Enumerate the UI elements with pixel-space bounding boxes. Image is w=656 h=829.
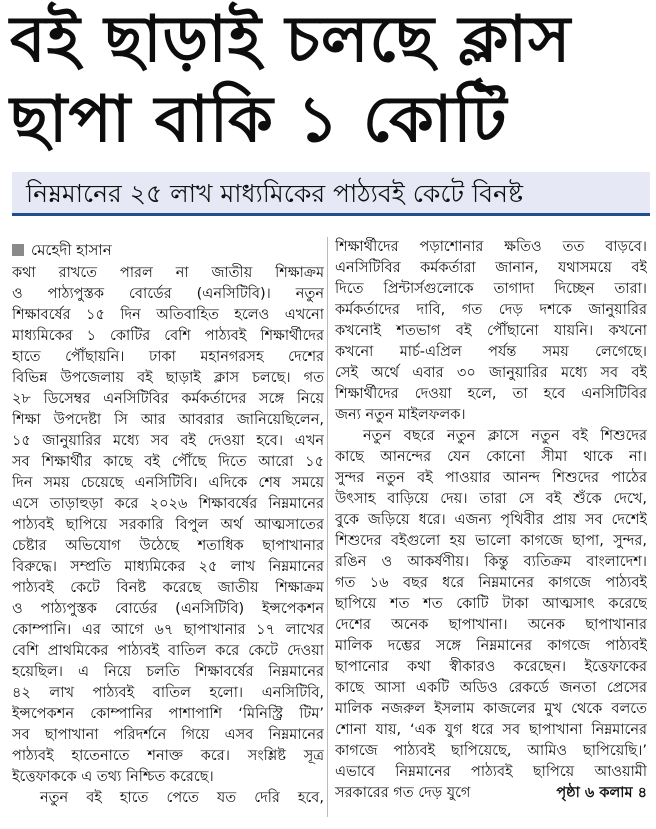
text-line: বিরুদ্ধে। সম্প্রতি মাধ্যমিকের ২৫ লাখ নিম্নমানের bbox=[12, 559, 324, 575]
subheadline: নিম্নমানের ২৫ লাখ মাধ্যমিকের পাঠ্যবই কেটে বিনষ্ট bbox=[26, 179, 523, 208]
right-column-body bbox=[335, 237, 647, 783]
byline bbox=[12, 237, 324, 263]
text-line: ইত্তেফাককে এ তথ্য নিশ্চিত করেছে। bbox=[12, 769, 214, 785]
author-name: মেহেদী হাসান bbox=[31, 241, 112, 259]
text-line: ২৮ ডিসেম্বর এনসিটিবির কর্মকর্তাদের সঙ্গে নিয়ে bbox=[12, 391, 324, 407]
headline-line-1: বই ছাড়াই চলছে ক্লাস bbox=[10, 3, 572, 77]
text-line: হয়েছিল। এ নিয়ে চলতি শিক্ষাবর্ষের নিম্নমানের bbox=[12, 664, 324, 680]
text-line: বেশি প্রাথমিকের পাঠ্যবই বাতিল করে কেটে দেওয়া bbox=[12, 643, 324, 659]
text-line: নতুন বই হাতে পেতে যত দেরি হবে, bbox=[40, 790, 324, 806]
text-line: রঙিন ও আকর্ষণীয়। কিন্তু ব্যতিক্রম বাংলাদেশ। bbox=[335, 554, 647, 570]
text-line: কখনো মার্চ-এপ্রিল পর্যন্ত সময় লেগেছে। bbox=[335, 344, 647, 360]
text-line: উৎসাহ বাড়িয়ে দেয়। তারা সে বই শুঁকে দেখে, bbox=[335, 491, 647, 507]
square-bullet-icon bbox=[12, 244, 24, 256]
text-line: দিন সময় চেয়েছে এনসিটিবি। এদিকে শেষ সময়ে bbox=[12, 475, 324, 491]
text-line: ছাপানোর কথা স্বীকারও করেছেন। ইত্তেফাকের bbox=[335, 659, 647, 675]
subheadline-box bbox=[12, 172, 650, 216]
text-line: ও পাঠ্যপুস্তক বোর্ডের (এনসিটিবি) ইন্সপেকশন bbox=[12, 601, 324, 617]
text-line: পাঠ্যবই কেটে বিনষ্ট করেছে জাতীয় শিক্ষাক্রম bbox=[12, 580, 324, 596]
text-line: শিক্ষার্থীদের দেওয়া হলে, তা হবে এনসিটিবির bbox=[335, 386, 647, 402]
text-line: ৪২ লাখ পাঠ্যবই বাতিল হলো। এনসিটিবি, bbox=[12, 685, 324, 701]
text-line: মালিক নজরুল ইসলাম কাজলের মুখ থেকে বলতে bbox=[335, 701, 647, 717]
text-line: শোনা যায়, ‘এক যুগ ধরে সব ছাপাখানা নিম্নমানের bbox=[335, 722, 647, 738]
article-column-left bbox=[12, 237, 324, 809]
text-line: শিক্ষা উপদেষ্টা সি আর আবরার জানিয়েছিলেন, bbox=[12, 412, 324, 428]
text-line: গত ১৬ বছর ধরে নিম্নমানের কাগজে পাঠ্যবই bbox=[335, 575, 647, 591]
text-line: জন্য নতুন মাইলফলক। bbox=[335, 407, 466, 423]
text-line: পাঠ্যবই ছাপিয়ে সরকারি বিপুল অর্থ আত্মসাতের bbox=[12, 517, 324, 533]
text-line: এসে তাড়াহুড়া করে ২০২৬ শিক্ষাবর্ষের নিম্নমানের bbox=[12, 496, 324, 512]
text-line: এনসিটিবির কর্মকর্তারা জানান, যথাসময়ে বই bbox=[335, 260, 647, 276]
text-line: কোম্পানি। এর আগে ৬৭ ছাপাখানার ১৭ লাখের bbox=[12, 622, 324, 638]
text-line: শিক্ষার্থীদের পড়াশোনার ক্ষতিও তত বাড়বে। bbox=[335, 239, 647, 255]
text-line: মালিক দম্ভের সঙ্গে নিম্নমানের কাগজে পাঠ্যবই bbox=[335, 638, 647, 654]
text-line: সেই অর্থে এবার ৩০ জানুয়ারির মধ্যে সব বই bbox=[335, 365, 647, 381]
text-line: ইন্সপেকশন কোম্পানির পাশাপাশি ‘মিনিস্ট্রি টিম’ bbox=[12, 706, 324, 722]
text-line: কথা রাখতে পারল না জাতীয় শিক্ষাক্রম bbox=[12, 265, 324, 281]
text-line: বুকে জড়িয়ে ধরে। এজন্য পৃথিবীর প্রায় সব দেশেই bbox=[335, 512, 647, 528]
headline-line-2: ছাপা বাকি ১ কোটি bbox=[10, 83, 508, 157]
article-end-row bbox=[335, 783, 647, 804]
article-column-right bbox=[335, 237, 647, 804]
text-line: এভাবে নিম্নমানের পাঠ্যবই ছাপিয়ে আওয়ামী bbox=[335, 764, 647, 780]
text-line: শিক্ষাবর্ষের ১৫ দিন অতিবাহিত হলেও এখনো bbox=[12, 307, 324, 323]
text-line: চেষ্টার অভিযোগ উঠেছে শতাধিক ছাপাখানার bbox=[12, 538, 324, 554]
text-line: সুন্দর নতুন বই পাওয়ার আনন্দ শিশুদের পাঠের bbox=[335, 470, 647, 486]
text-line: পাঠ্যবই হাতেনাতে শনাক্ত করে। সংশ্লিষ্ট সূত্র bbox=[12, 748, 324, 764]
text-line: কখনোই শতভাগ বই পৌঁছানো যায়নি। কখনো bbox=[335, 323, 647, 339]
text-line: শিশুদের বইগুলো হয় ভালো কাগজে ছাপা, সুন্দর, bbox=[335, 533, 647, 549]
text-line: বিভিন্ন উপজেলায় বই ছাড়াই ক্লাস চলছে। গত bbox=[12, 370, 324, 386]
headline bbox=[10, 0, 650, 160]
left-column-body bbox=[12, 263, 324, 809]
text-line: ও পাঠ্যপুস্তক বোর্ডের (এনসিটিবি)। নতুন bbox=[12, 286, 324, 302]
text-line: দেশের অনেক ছাপাখানা। অনেক ছাপাখানার bbox=[335, 617, 647, 633]
text-line: মাধ্যমিকের ১ কোটির বেশি পাঠ্যবই শিক্ষার্থীদের bbox=[12, 328, 324, 344]
text-line: ১৫ জানুয়ারির মধ্যে সব বই দেওয়া হবে। এখন bbox=[12, 433, 324, 449]
text-line: হাতে পৌঁছায়নি। ঢাকা মহানগরসহ দেশের bbox=[12, 349, 324, 365]
text-line: কাছে আসা একটি অডিও রেকর্ডে জনতা প্রেসের bbox=[335, 680, 647, 696]
text-line: নতুন বছরে নতুন ক্লাসে নতুন বই শিশুদের bbox=[363, 428, 647, 444]
text-line: সব শিক্ষার্থীর কাছে বই পৌঁছে দিতে আরো ১৫ bbox=[12, 454, 324, 470]
text-line: কর্মকর্তাদের দাবি, গত দেড় দশকে জানুয়ারির bbox=[335, 302, 647, 318]
text-line: কাছে আনন্দের যেন কোনো সীমা থাকে না। bbox=[335, 449, 647, 465]
final-line: সরকারের গত দেড় যুগে bbox=[335, 785, 471, 801]
text-line: দিতে প্রিন্টার্সগুলোকে তাগাদা দিচ্ছেন তারা। bbox=[335, 281, 647, 297]
text-line: কাগজে পাঠ্যবই ছাপিয়েছে, আমিও ছাপিয়েছি।’ bbox=[335, 743, 647, 759]
text-line: সব ছাপাখানা পরিদর্শনে গিয়ে এসব নিম্নমানের bbox=[12, 727, 324, 743]
column-divider bbox=[327, 237, 328, 817]
text-line: ছাপিয়ে শত শত কোটি টাকা আত্মসাৎ করেছে bbox=[335, 596, 647, 612]
continued-on-page-reference[interactable]: পৃষ্ঠা ৬ কলাম ৪ bbox=[556, 785, 647, 801]
